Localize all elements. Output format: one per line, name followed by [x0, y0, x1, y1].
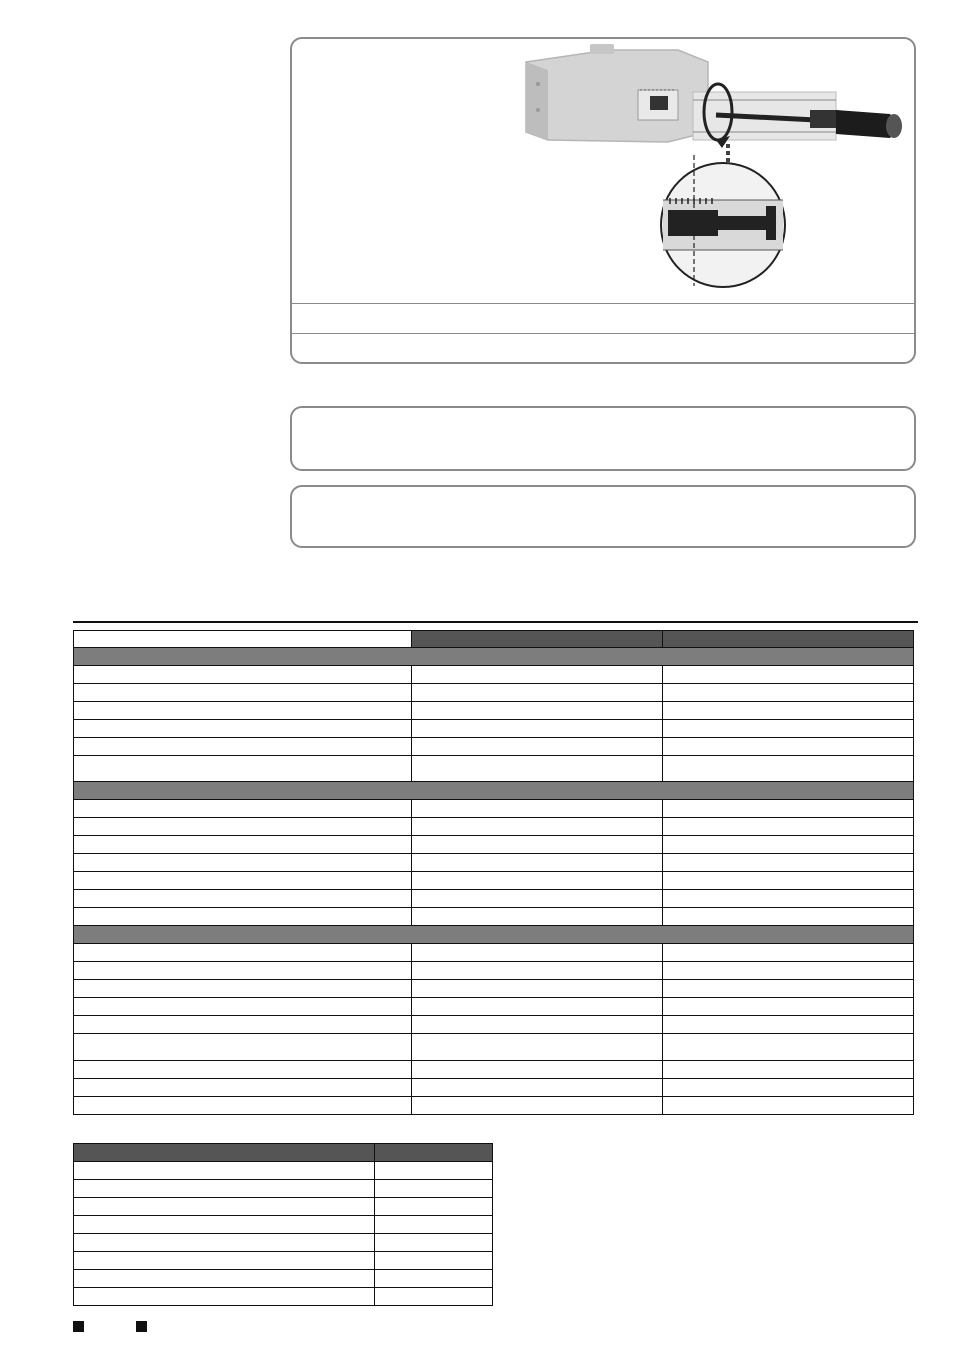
table-cell — [412, 702, 663, 720]
table-cell — [375, 1234, 493, 1252]
table-cell — [663, 1079, 914, 1097]
spec-header-cell — [74, 631, 412, 648]
table-cell — [663, 702, 914, 720]
table-cell — [74, 738, 412, 756]
legend-square-icon-1 — [73, 1321, 84, 1332]
table-cell — [663, 962, 914, 980]
table-cell — [74, 1180, 375, 1198]
table-cell — [375, 1162, 493, 1180]
table-row — [74, 854, 914, 872]
table-cell — [74, 1034, 412, 1061]
table-row — [74, 1234, 493, 1252]
table-row — [74, 1180, 493, 1198]
section-divider — [73, 621, 918, 623]
table-cell — [74, 1061, 412, 1079]
table-cell — [663, 854, 914, 872]
table-row — [74, 1198, 493, 1216]
table-cell — [412, 818, 663, 836]
spec-section-title — [74, 782, 914, 800]
spec-section-row — [74, 648, 914, 666]
table-cell — [74, 800, 412, 818]
table-cell — [74, 890, 412, 908]
table-cell — [412, 684, 663, 702]
table-row — [74, 1288, 493, 1306]
device-body — [526, 44, 708, 142]
table-row — [74, 720, 914, 738]
table-cell — [375, 1252, 493, 1270]
table-cell — [74, 854, 412, 872]
table-row — [74, 818, 914, 836]
table-row — [74, 702, 914, 720]
table-cell — [74, 702, 412, 720]
table-row — [74, 1252, 493, 1270]
table-cell — [74, 908, 412, 926]
table-cell — [412, 944, 663, 962]
table-row — [74, 756, 914, 782]
table-cell — [375, 1180, 493, 1198]
table-cell — [74, 1198, 375, 1216]
table-cell — [375, 1216, 493, 1234]
table-row — [74, 962, 914, 980]
secondary-table — [73, 1143, 493, 1306]
spec-header-row — [74, 631, 914, 648]
table-row — [74, 1079, 914, 1097]
table-cell — [412, 756, 663, 782]
table-cell — [74, 944, 412, 962]
table-cell — [663, 890, 914, 908]
secondary-header-cell — [74, 1144, 375, 1162]
table-row — [74, 908, 914, 926]
table-cell — [663, 1034, 914, 1061]
table-cell — [74, 872, 412, 890]
table-cell — [74, 1270, 375, 1288]
table-cell — [412, 980, 663, 998]
table-row — [74, 890, 914, 908]
table-row — [74, 666, 914, 684]
table-cell — [663, 908, 914, 926]
spec-section-row — [74, 782, 914, 800]
table-cell — [663, 800, 914, 818]
table-cell — [412, 890, 663, 908]
table-cell — [663, 980, 914, 998]
table-cell — [412, 666, 663, 684]
table-cell — [412, 720, 663, 738]
table-cell — [663, 1097, 914, 1115]
table-cell — [375, 1270, 493, 1288]
table-cell — [663, 666, 914, 684]
table-cell — [74, 666, 412, 684]
specification-table — [73, 630, 914, 1115]
table-row — [74, 944, 914, 962]
table-row — [74, 684, 914, 702]
table-row — [74, 800, 914, 818]
table-row — [74, 1216, 493, 1234]
table-row — [74, 1034, 914, 1061]
table-cell — [663, 1061, 914, 1079]
table-cell — [412, 800, 663, 818]
table-cell — [74, 1079, 412, 1097]
table-cell — [663, 756, 914, 782]
table-cell — [74, 720, 412, 738]
table-row — [74, 998, 914, 1016]
table-cell — [74, 1234, 375, 1252]
table-cell — [74, 962, 412, 980]
note-box-2 — [290, 485, 916, 548]
table-cell — [74, 756, 412, 782]
spec-section-row — [74, 926, 914, 944]
table-cell — [663, 720, 914, 738]
table-cell — [412, 1079, 663, 1097]
table-cell — [412, 738, 663, 756]
figure-caption-row-1 — [292, 303, 914, 304]
table-row — [74, 872, 914, 890]
table-cell — [663, 684, 914, 702]
table-cell — [375, 1288, 493, 1306]
adjustment-illustration — [518, 40, 914, 290]
table-cell — [412, 1097, 663, 1115]
table-cell — [74, 818, 412, 836]
table-cell — [375, 1198, 493, 1216]
spec-section-title — [74, 926, 914, 944]
table-row — [74, 1097, 914, 1115]
table-row — [74, 738, 914, 756]
table-cell — [74, 1162, 375, 1180]
table-row — [74, 836, 914, 854]
table-row — [74, 1162, 493, 1180]
note-box-1 — [290, 406, 916, 471]
table-cell — [74, 1252, 375, 1270]
table-cell — [74, 1016, 412, 1034]
table-cell — [412, 872, 663, 890]
table-cell — [74, 1097, 412, 1115]
table-cell — [412, 998, 663, 1016]
table-cell — [412, 908, 663, 926]
spec-header-cell — [412, 631, 663, 648]
table-cell — [412, 1016, 663, 1034]
table-row — [74, 1061, 914, 1079]
table-row — [74, 980, 914, 998]
spec-header-cell — [663, 631, 914, 648]
table-cell — [412, 1061, 663, 1079]
table-cell — [412, 962, 663, 980]
table-cell — [663, 738, 914, 756]
table-cell — [663, 944, 914, 962]
table-row — [74, 1270, 493, 1288]
table-cell — [74, 1288, 375, 1306]
table-cell — [412, 854, 663, 872]
table-cell — [663, 1016, 914, 1034]
table-cell — [663, 998, 914, 1016]
figure-caption-row-2 — [292, 333, 914, 334]
table-row — [74, 1016, 914, 1034]
table-cell — [663, 818, 914, 836]
table-cell — [663, 836, 914, 854]
table-cell — [74, 998, 412, 1016]
spec-section-title — [74, 648, 914, 666]
table-cell — [74, 980, 412, 998]
table-cell — [412, 836, 663, 854]
table-cell — [74, 684, 412, 702]
legend-square-icon-2 — [136, 1321, 147, 1332]
table-cell — [74, 1216, 375, 1234]
secondary-header-cell — [375, 1144, 493, 1162]
secondary-header-row — [74, 1144, 493, 1162]
table-cell — [663, 872, 914, 890]
magnified-detail — [661, 155, 785, 287]
table-cell — [412, 1034, 663, 1061]
table-cell — [74, 836, 412, 854]
